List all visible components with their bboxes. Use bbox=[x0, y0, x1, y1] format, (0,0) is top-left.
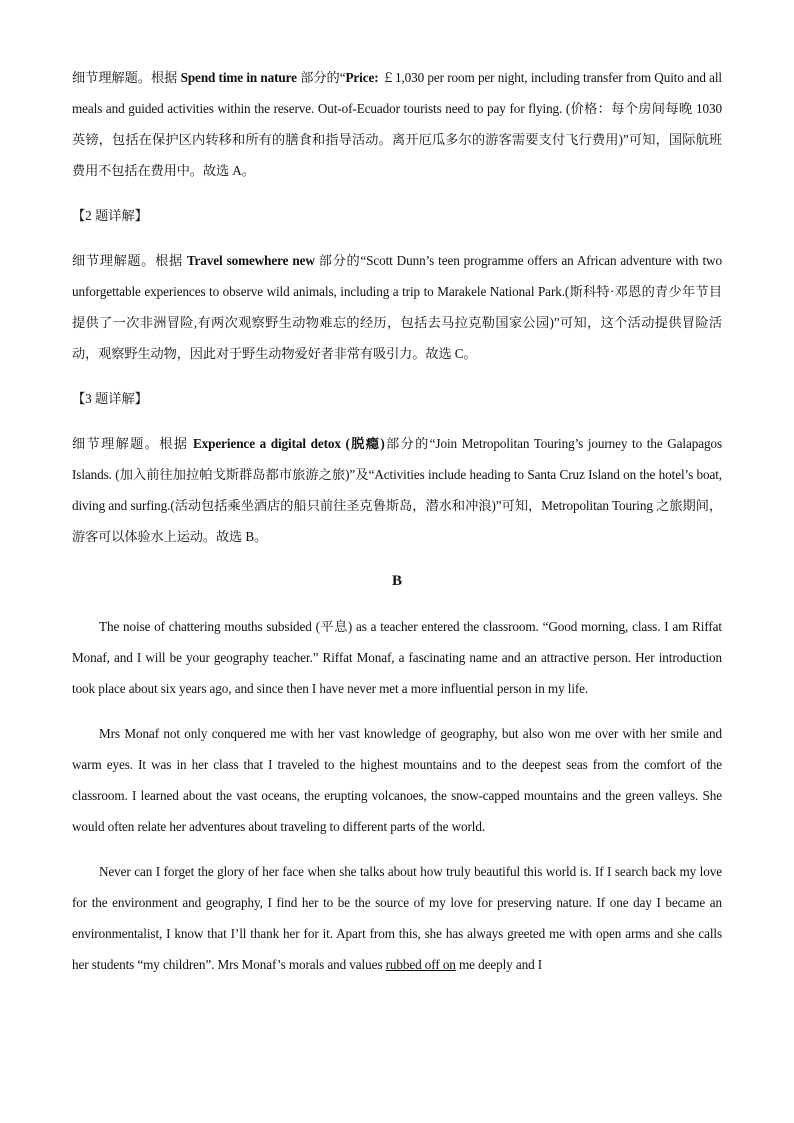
section-name: Travel somewhere new bbox=[186, 253, 315, 268]
section-title: B bbox=[391, 573, 402, 589]
text: 细节理解题。根据 bbox=[72, 253, 187, 268]
passage-paragraph-3 bbox=[72, 856, 722, 980]
passage-paragraph-1: The noise of chattering mouths subsided (平息) as a teacher entered the classroom. “Good morning, class. I am Riffat Monaf, and I will be your geography teacher.” Riffat Monaf, a fascinating name and an attractive person. Her introduction took place about six years ago, and since then I have never met a more influential person in my life. bbox=[72, 619, 722, 696]
underlined-phrase: rubbed off on bbox=[385, 957, 456, 972]
passage-paragraph-2: Mrs Monaf not only conquered me with her vast knowledge of geography, but also won me over with her smile and warm eyes. It was in her class that I traveled to the highest mountains and to the deepest seas from the comfort of the classroom. I learned about the vast oceans, the erupting volcanoes, the snow-capped mountains and the green valleys. She would often relate her adventures about traveling to different parts of the world. bbox=[72, 726, 722, 834]
text: Never can I forget the glory of her face when she talks about how truly beautiful this world is. If I search back my love for the environment and geography, I find her to be the source of my love for preserving nature. If one day I became an environmentalist, I know that I’ll thank her for it. Apart from this, she has always greeted me with open arms and she calls her students “my children”. Mrs Monaf’s morals and values bbox=[72, 864, 722, 972]
section-name: Spend time in nature bbox=[180, 70, 297, 85]
answer-1-explanation bbox=[72, 62, 722, 186]
text: 部分的“Scott Dunn’s teen programme offers an African adventure with two unforgettable experiences to observe wild animals, including a trip to Marakele National Park.(斯科特·邓恩的青少年节目提供了一次非洲冒险,有两次观察野生动物难忘的经历，包括去马拉克勒国家公园)”可知，这个活动提供冒险活动，观察野生动物，因此对于野生动物爱好者非常有吸引力。故选 C。 bbox=[72, 253, 722, 361]
text: 细节理解题。根据 bbox=[72, 70, 181, 85]
document-page bbox=[72, 62, 722, 980]
price-label: Price: bbox=[345, 70, 379, 85]
question-3-heading: 【3 题详解】 bbox=[72, 391, 148, 406]
text: 部分的“Join Metropolitan Touring’s journey to the Galapagos Islands. (加入前往加拉帕戈斯群岛都市旅游之旅)”及“Activities include heading to Santa Cruz Island on the hotel’s boat, diving and surfing.(活动包括乘坐酒店的船只前往圣克鲁斯岛，潜水和冲浪)”可知，Metropolitan Touring 之旅期间，游客可以体验水上运动。故选 B。 bbox=[72, 436, 722, 544]
answer-3-explanation bbox=[72, 428, 722, 552]
text: 细节理解题。根据 bbox=[72, 436, 193, 451]
answer-2-explanation bbox=[72, 245, 722, 369]
text: me deeply and I bbox=[455, 957, 543, 972]
text: 部分的“ bbox=[296, 70, 346, 85]
question-2-heading: 【2 题详解】 bbox=[72, 208, 148, 223]
section-name: Experience a digital detox (脱瘾) bbox=[192, 436, 385, 451]
text: ￡1,030 per room per night, including transfer from Quito and all meals and guided activities within the reserve. Out-of-Ecuador tourists need to pay for flying. (价格：每个房间每晚 1030 英镑，包括在保护区内转移和所有的膳食和指导活动。离开厄瓜多尔的游客需要支付飞行费用)”可知，国际航班费用不包括在费用中。故选 A。 bbox=[72, 70, 722, 178]
